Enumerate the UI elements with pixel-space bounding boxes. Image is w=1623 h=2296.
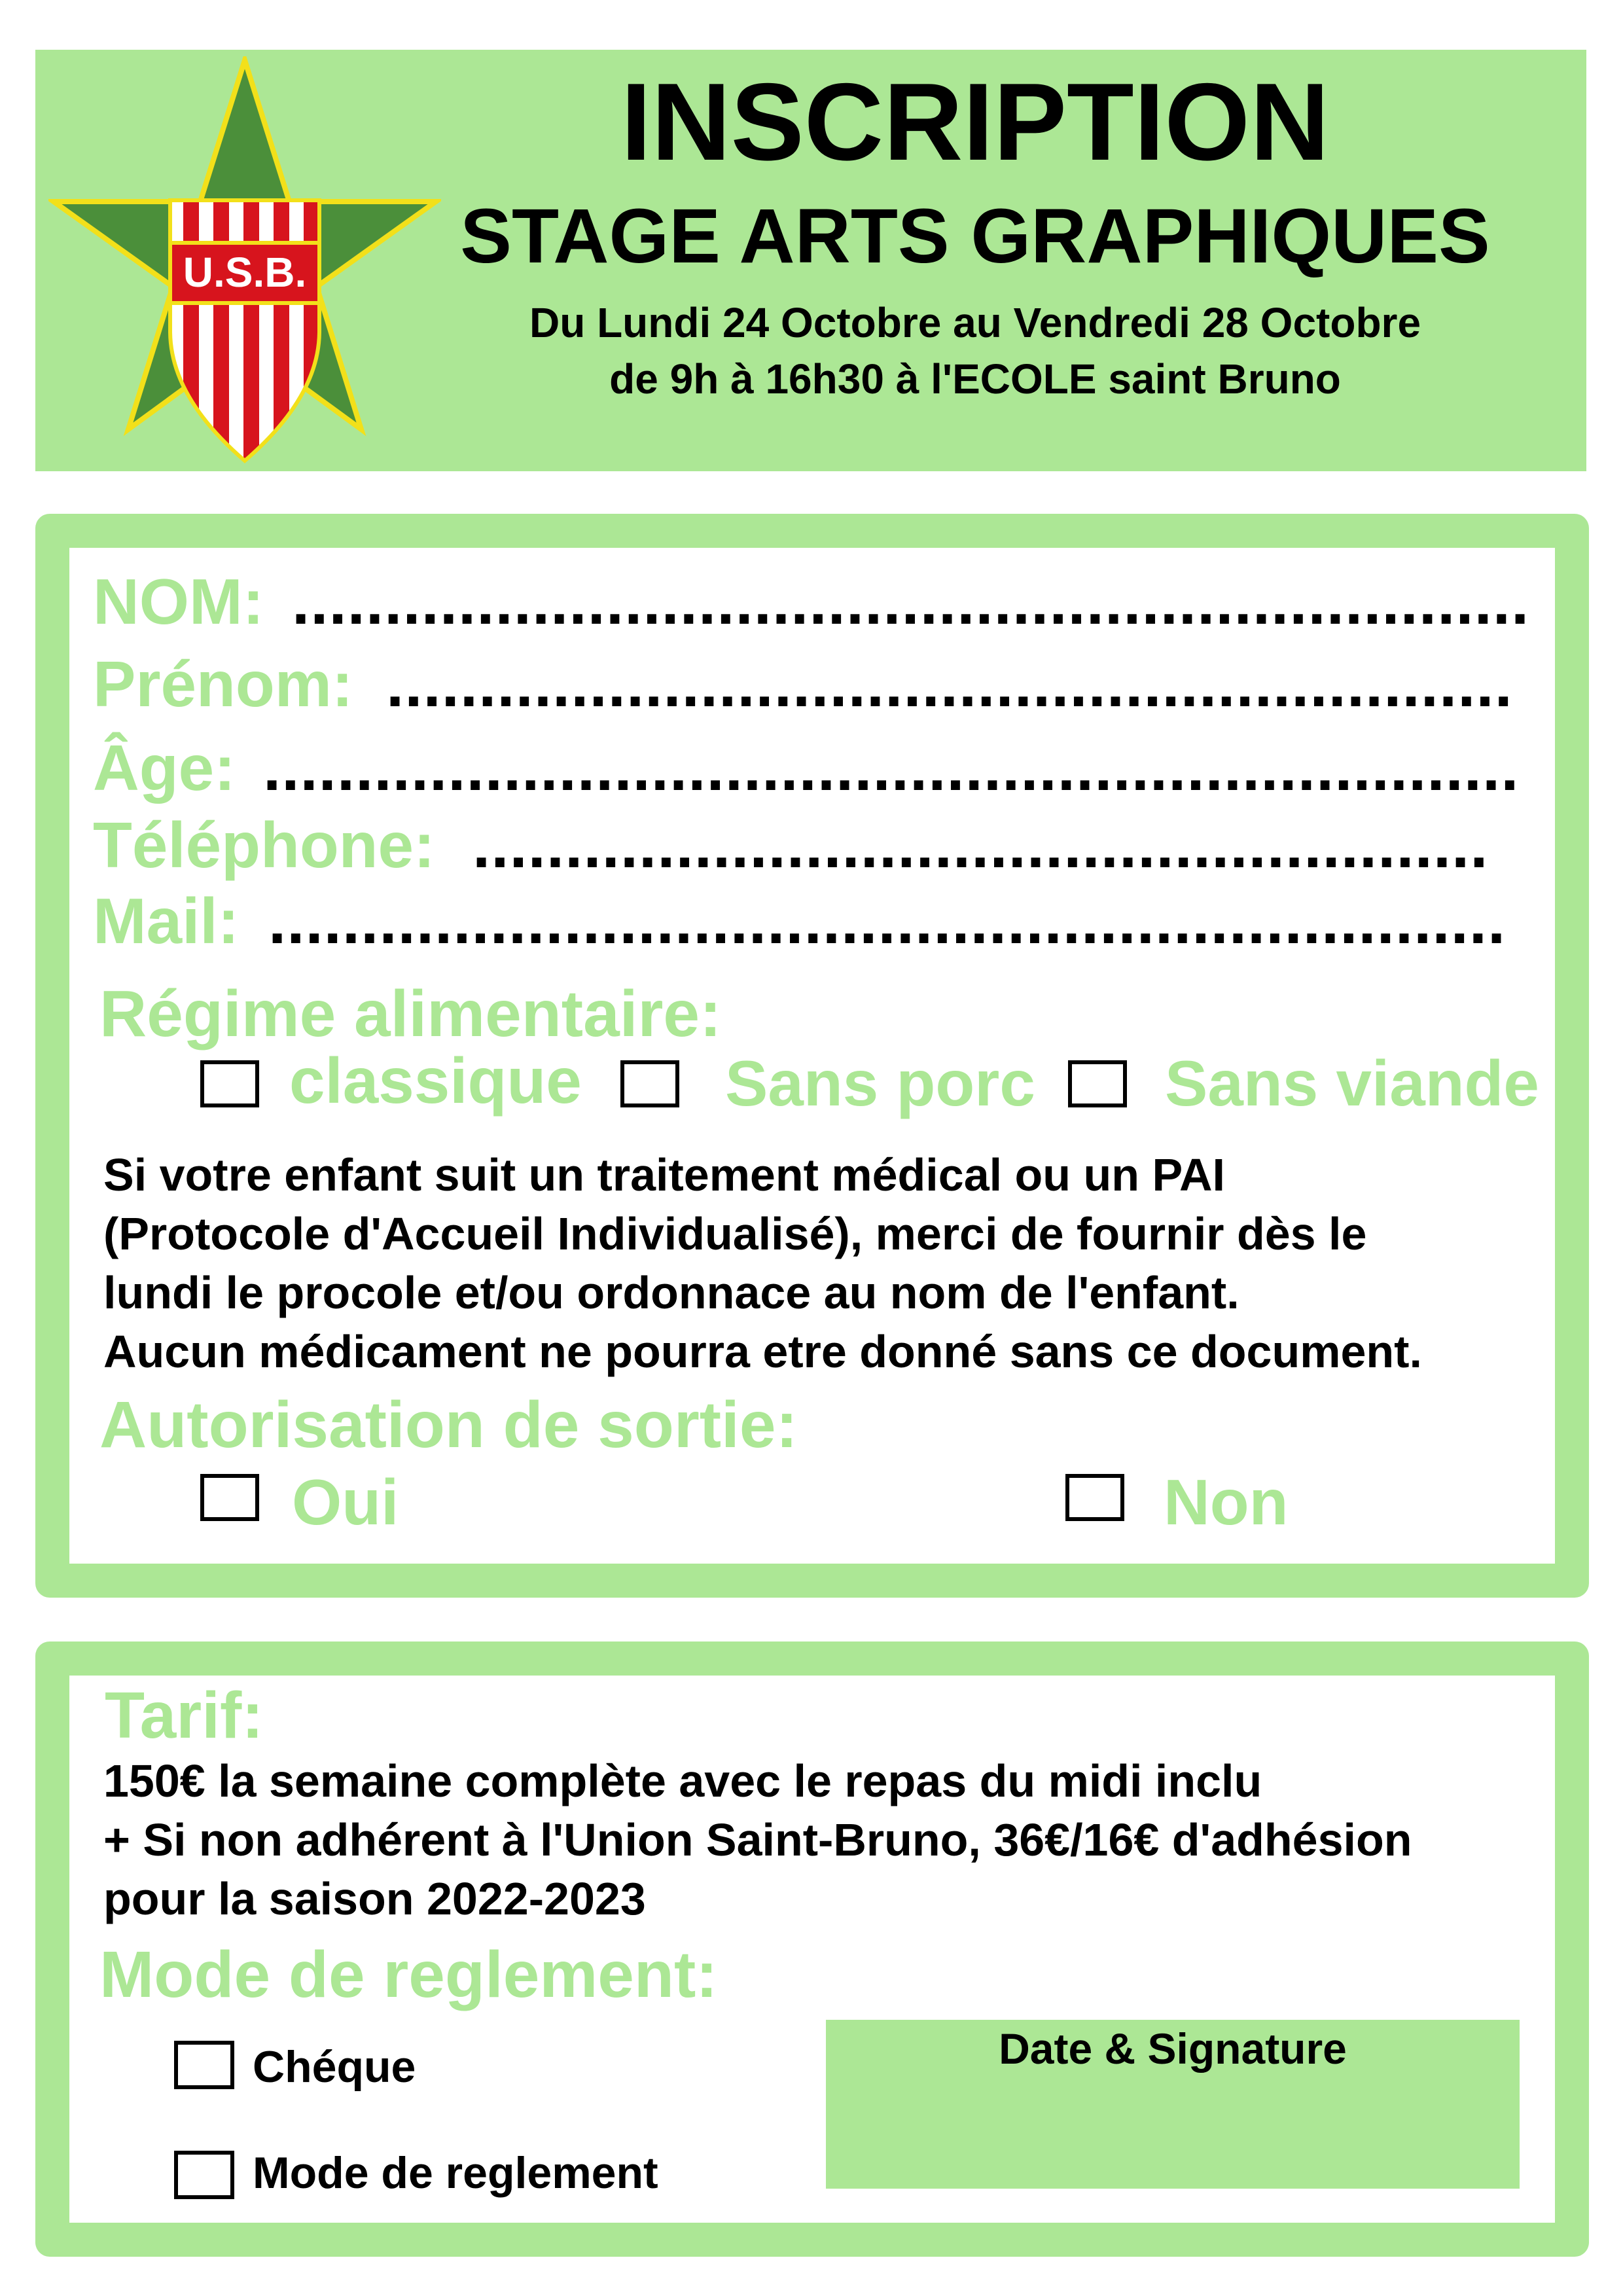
telephone-label: Téléphone: — [93, 809, 435, 881]
payment-cheque-checkbox[interactable] — [174, 2041, 234, 2089]
payment-other-label: Mode de reglement — [253, 2148, 658, 2198]
logo-text: U.S.B. — [183, 249, 307, 296]
payment-cheque-label: Chéque — [253, 2042, 416, 2092]
nom-field[interactable]: ................................................................... — [292, 565, 1530, 637]
exit-oui-label: Oui — [292, 1466, 399, 1538]
prenom-label: Prénom: — [93, 648, 353, 720]
exit-non-label: Non — [1164, 1466, 1289, 1538]
diet-sans-porc-label: Sans porc — [725, 1047, 1035, 1119]
tarif-line-3: pour la saison 2022-2023 — [103, 1873, 646, 1924]
tarif-line-2: + Si non adhérent à l'Union Saint-Bruno, 36€/16€ d'adhésion — [103, 1814, 1412, 1865]
payment-title: Mode de reglement: — [99, 1938, 718, 2011]
exit-title: Autorisation de sortie: — [99, 1388, 798, 1462]
event-dates: Du Lundi 24 Octobre au Vendredi 28 Octobre — [529, 299, 1421, 346]
medical-note-line-4: Aucun médicament ne pourra etre donné sans ce document. — [103, 1326, 1422, 1377]
shield-icon — [170, 200, 319, 462]
medical-note-line-2: (Protocole d'Accueil Individualisé), merci de fournir dès le — [103, 1208, 1367, 1259]
payment-other-checkbox[interactable] — [174, 2151, 234, 2199]
tarif-line-1: 150€ la semaine complète avec le repas du midi inclu — [103, 1755, 1262, 1806]
medical-note-line-3: lundi le procole et/ou ordonnace au nom de l'enfant. — [103, 1267, 1240, 1318]
event-place: de 9h à 16h30 à l'ECOLE saint Bruno — [609, 355, 1341, 403]
exit-oui-checkbox[interactable] — [200, 1474, 259, 1521]
tarif-title: Tarif: — [105, 1679, 264, 1752]
age-label: Âge: — [93, 732, 236, 804]
medical-note-line-1: Si votre enfant suit un traitement médical ou un PAI — [103, 1149, 1225, 1200]
diet-classique-label: classique — [289, 1045, 582, 1117]
diet-sans-viande-label: Sans viande — [1165, 1047, 1539, 1119]
diet-classique-checkbox[interactable] — [200, 1060, 259, 1107]
telephone-field[interactable]: ....................................................... — [473, 809, 1489, 881]
diet-title: Régime alimentaire: — [99, 977, 722, 1050]
usb-star-logo — [48, 56, 441, 469]
nom-label: NOM: — [93, 565, 264, 637]
mail-field[interactable]: ................................................................... — [268, 885, 1507, 957]
prenom-field[interactable]: ............................................................. — [386, 648, 1513, 720]
age-field[interactable]: .................................................................... — [263, 732, 1520, 804]
mail-label: Mail: — [93, 885, 240, 957]
diet-sans-porc-checkbox[interactable] — [620, 1060, 679, 1107]
signature-label: Date & Signature — [999, 2024, 1347, 2073]
exit-non-checkbox[interactable] — [1065, 1474, 1124, 1521]
page-title: INSCRIPTION — [620, 60, 1330, 183]
diet-sans-viande-checkbox[interactable] — [1068, 1060, 1127, 1107]
page-subtitle: STAGE ARTS GRAPHIQUES — [460, 193, 1490, 279]
